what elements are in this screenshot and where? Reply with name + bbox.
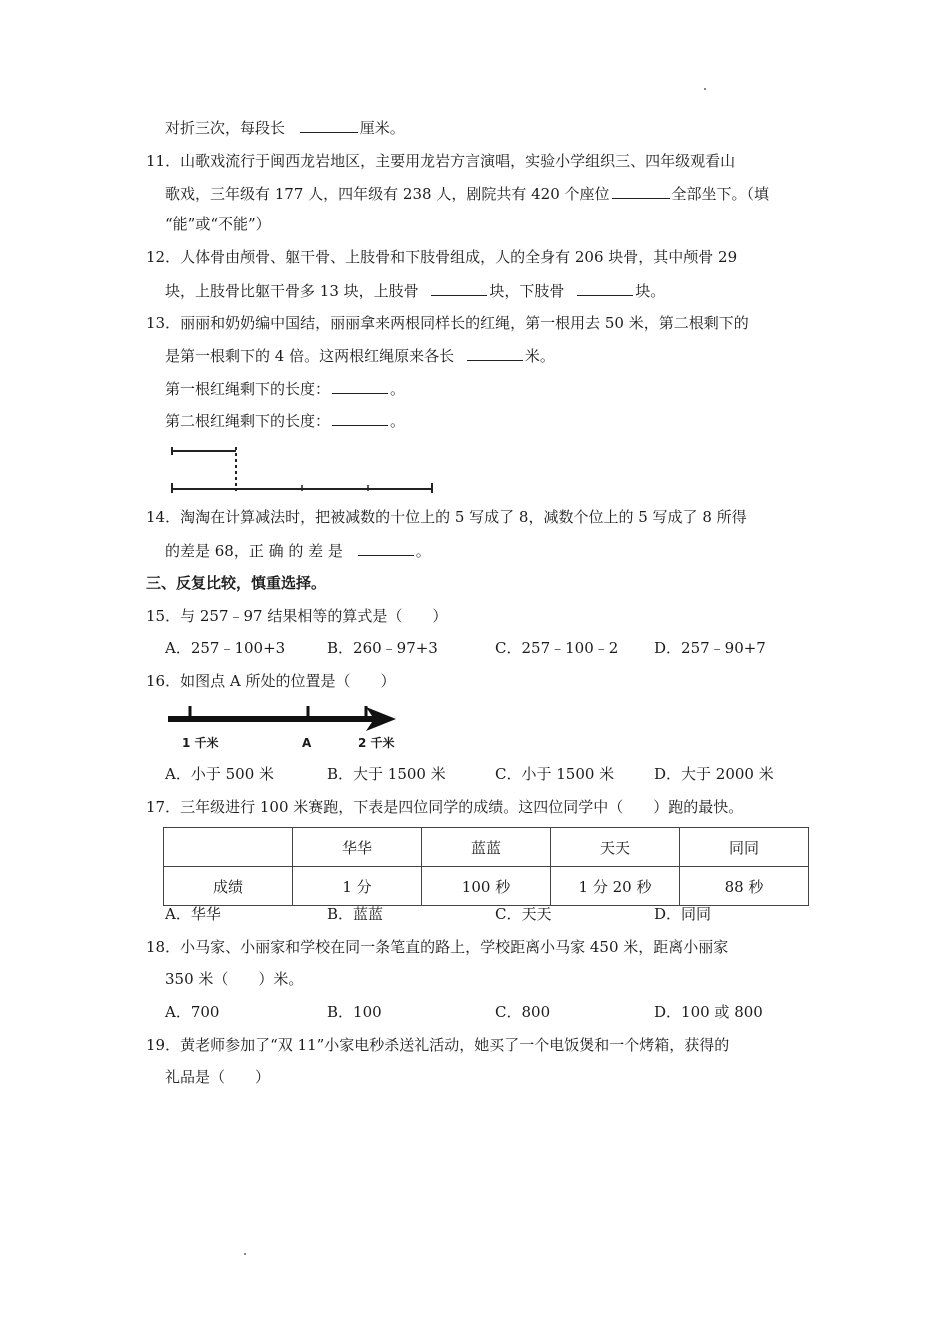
q16-option-a[interactable]: A．小于 500 米: [165, 765, 274, 783]
q11-line1: 11．山歌戏流行于闽西龙岩地区，主要用龙岩方言演唱，实验小学组织三、四年级观看山: [146, 152, 736, 170]
table-cell: [164, 828, 293, 867]
table-cell: 100 秒: [422, 867, 551, 906]
label-2km: 2 千米: [358, 736, 395, 750]
table-cell: 蓝蓝: [422, 828, 551, 867]
table-row: [164, 867, 809, 906]
scan-dot: [704, 88, 706, 90]
q15-option-a[interactable]: A．257﹣100+3: [165, 639, 286, 657]
q16-option-b[interactable]: B．大于 1500 米: [327, 765, 446, 783]
q11-line2: 歌戏，三年级有 177 人，四年级有 238 人，剧院共有 420 个座位 全部坐下。（填: [165, 185, 770, 203]
answer-blank[interactable]: [467, 345, 523, 361]
section-3-title: 三、反复比较，慎重选择。: [146, 574, 327, 592]
q13-line3: 第一根红绳剩下的长度： 。: [165, 380, 406, 398]
q11-line3: “能”或“不能”）: [165, 215, 271, 233]
table-cell: 88 秒: [680, 867, 809, 906]
q15-option-b[interactable]: B．260﹣97+3: [327, 639, 438, 657]
q12-line1: 12．人体骨由颅骨、躯干骨、上肢骨和下肢骨组成，人的全身有 206 块骨，其中颅骨 29: [146, 248, 738, 266]
q17-option-b[interactable]: B．蓝蓝: [327, 905, 384, 923]
table-cell: 成绩: [164, 867, 293, 906]
q18-option-d[interactable]: D．100 或 800: [654, 1003, 763, 1021]
q19-line1: 19．黄老师参加了“双 11”小家电秒杀送礼活动，她买了一个电饭煲和一个烤箱，获得的: [146, 1036, 730, 1054]
score-table: [163, 827, 809, 906]
q16-option-c[interactable]: C．小于 1500 米: [495, 765, 615, 783]
rope-diagram: [168, 445, 438, 495]
q18-option-b[interactable]: B．100: [327, 1003, 382, 1021]
q13-line1: 13．丽丽和奶奶编中国结，丽丽拿来两根同样长的红绳，第一根用去 50 米，第二根剩下的: [146, 314, 749, 332]
q13-line2: 是第一根剩下的 4 倍。这两根红绳原来各长 米。: [165, 347, 555, 365]
answer-blank[interactable]: [431, 280, 487, 296]
q14-line2: 的差是 68，正 确 的 差 是 。: [165, 542, 431, 560]
table-cell: 同同: [680, 828, 809, 867]
q12-line2: 块，上肢骨比躯干骨多 13 块，上肢骨 块，下肢骨 块。: [165, 282, 666, 300]
scan-dot: [244, 1253, 246, 1255]
q17-option-a[interactable]: A．华华: [165, 905, 221, 923]
q16-option-d[interactable]: D．大于 2000 米: [654, 765, 774, 783]
table-cell: 华华: [293, 828, 422, 867]
q15-option-d[interactable]: D．257﹣90+7: [654, 639, 766, 657]
q18-line2: 350 米（ ）米。: [165, 970, 304, 988]
label-1km: 1 千米: [182, 736, 219, 750]
table-header-row: [164, 828, 809, 867]
q17-stem: 17．三年级进行 100 米赛跑，下表是四位同学的成绩。这四位同学中（ ）跑的最快。: [146, 798, 744, 816]
q15-option-c[interactable]: C．257﹣100﹣2: [495, 639, 619, 657]
answer-blank[interactable]: [332, 410, 388, 426]
q18-line1: 18．小马家、小丽家和学校在同一条笔直的路上，学校距离小马家 450 米，距离小丽家: [146, 938, 729, 956]
table-cell: 1 分 20 秒: [551, 867, 680, 906]
table-cell: 1 分: [293, 867, 422, 906]
q18-option-c[interactable]: C．800: [495, 1003, 551, 1021]
label-point-a: A: [302, 736, 312, 750]
q17-option-d[interactable]: D．同同: [654, 905, 712, 923]
table-cell: 天天: [551, 828, 680, 867]
q18-option-a[interactable]: A．700: [165, 1003, 220, 1021]
answer-blank[interactable]: [358, 540, 414, 556]
answer-blank[interactable]: [300, 117, 358, 133]
q14-line1: 14．淘淘在计算减法时，把被减数的十位上的 5 写成了 8，减数个位上的 5 写成了 8 所得: [146, 508, 747, 526]
q15-stem: 15．与 257﹣97 结果相等的算式是（ ）: [146, 607, 448, 625]
answer-blank[interactable]: [577, 280, 633, 296]
q13-line4: 第二根红绳剩下的长度： 。: [165, 412, 406, 430]
answer-blank[interactable]: [332, 378, 388, 394]
answer-blank[interactable]: [612, 183, 670, 199]
q10-tail: 对折三次，每段长 厘米。: [165, 119, 405, 137]
q17-option-c[interactable]: C．天天: [495, 905, 552, 923]
q19-line2: 礼品是（ ）: [165, 1068, 271, 1086]
q16-stem: 16．如图点 A 所处的位置是（ ）: [146, 672, 396, 690]
